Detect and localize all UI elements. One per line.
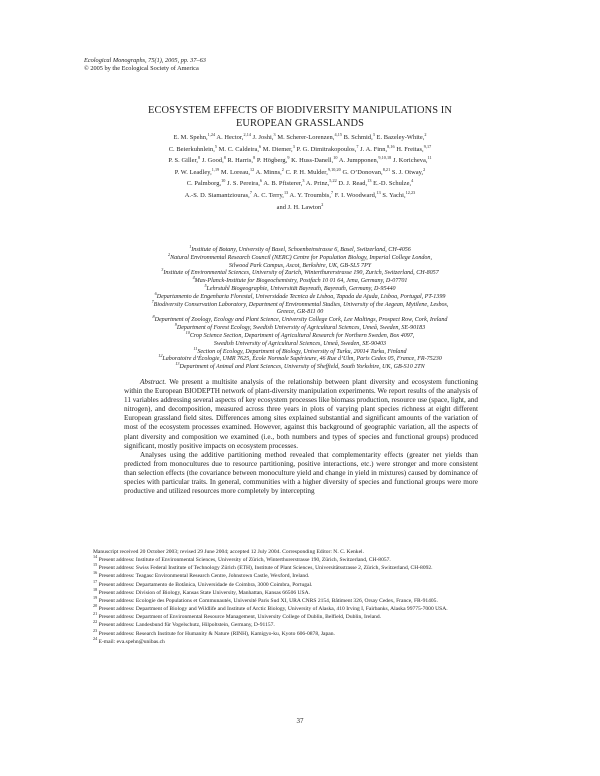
affiliation-line: $^5$Lehrstuhl Biogeographie, Universität Bayreuth, Bayreuth, Germany, D-95440 — [204, 283, 396, 293]
footnote: Manuscript received 20 October 2003; revised 29 June 2004; accepted 12 July 2004. Corresponding Editor: N. C. Kenkel. — [93, 549, 364, 555]
footnote: $^{17}$ Present address: Departamento de Botânica, Universidade de Coimbra, 3000 Coimbra, Portugal. — [93, 578, 313, 588]
footnote: $^{24}$ E-mail: eva.spehn@unibas.ch — [93, 635, 165, 645]
copyright-line: © 2005 by the Ecological Society of America — [84, 64, 199, 72]
footnote: $^{16}$ Present address: Teagasc Environmental Research Centre, Johnstown Castle, Wexford, Ireland. — [93, 570, 310, 580]
author-line: C. Palmborg,$^{10}$ J. S. Pereira,$^6$ A. B. Pfisterer,$^3$ A. Prinz,$^{5,22}$ D. J. Read,$^{13}$ E.-D. Schulze,$^4$ — [186, 178, 414, 188]
page-number: 37 — [296, 717, 304, 725]
affiliations — [84, 244, 516, 372]
journal-citation: Ecological Monographs, 75(1), 2005, pp. 37–63 — [84, 57, 206, 64]
affiliation-line: Greece, GR-811 00 — [276, 309, 324, 316]
author-line: C. Beierkuhnlein,$^5$ M. C. Caldeira,$^6$ M. Diemer,$^3$ P. G. Dimitrakopoulos,$^7$ J. A. Finn,$^{8,16}$ H. Freitas,$^{9,17}$ — [168, 143, 432, 153]
footnote: $^{19}$ Present address: Ecologie des Populations et Communautés, Université Paris Sud XI, URA CNRS 2154, Bâtiment 326, Orsay Cedex, France, FR-91405. — [93, 595, 438, 604]
author-line: P. S. Giller,$^8$ J. Good,$^8$ R. Harris,$^8$ P. Högberg,$^9$ K. Huss-Danell,$^{10}$ A. Jumpponen,$^{9,10,18}$ J. Koricheva,$^{11}$ — [168, 155, 432, 165]
affiliation-line: $^2$Natural Environmental Research Council (NERC) Centre for Population Biology, Imperial College London, — [168, 251, 432, 261]
footnote: $^{22}$ Present address: Landesbund für Vogelschutz, Hilpoltstein, Germany, D-91157. — [93, 619, 275, 629]
footnote: $^{14}$ Present address: Institute of Environmental Sciences, University of Zürich, Winterthurerstrasse 190, Zürich, Switzerland, CH-8057. — [93, 554, 391, 564]
title-line: EUROPEAN GRASSLANDS — [235, 118, 365, 129]
abstract-label: Abstract. — [140, 378, 167, 386]
abstract-paragraph: Analyses using the additive partitioning method revealed that complementarity effects (greater net yields than predicted from monocultures due to resource partitioning, positive interactions, etc.) were stronger and more consistent than selection effects (the covariance between monoculture yield and change in yield in mixtures) caused by dominance of species with particular traits. In general, communities with a higher diversity of species and functional groups were more productive and utilized resources more completely by intercepting — [124, 450, 478, 496]
title-line: ECOSYSTEM EFFECTS OF BIODIVERSITY MANIPULATIONS IN — [148, 105, 452, 116]
affiliation-line: $^{11}$Section of Ecology, Department of Biology, University of Turku, 20014 Turku, Finland — [193, 345, 407, 355]
affiliation-line: $^3$Institute of Environmental Sciences, University of Zurich, Winterthurerstrasse 190, Zurich, Switzerland, CH-8057 — [161, 267, 439, 277]
journal-header — [84, 57, 206, 72]
affiliation-line: $^{13}$Department of Animal and Plant Sciences, University of Sheffield, South Yorkshire, UK, GB-S10 2TN — [175, 361, 425, 371]
footnote: $^{15}$ Present address: Swiss Federal Institute of Technology Zürich (ETH), Institute of Plant Sciences, Universitätsstrasse 2, Zürich, Switzerland, CH-8092. — [93, 562, 433, 572]
affiliation-line: $^8$Department of Zoology, Ecology and Plant Science, University College Cork, Lee Maltings, Prospect Row, Cork, Ireland — [152, 314, 448, 324]
affiliation-line: $^{10}$Crop Science Section, Department of Agricultural Research for Northern Sweden, Box 4097, — [185, 329, 415, 339]
abstract-paragraph — [124, 378, 478, 451]
footnote: $^{21}$ Present address: Department of Environmental Resource Management, University College of Dublin, Belfield, Dublin, Ireland. — [93, 611, 382, 621]
author-list — [84, 132, 516, 213]
footnote: $^{18}$ Present address: Division of Biology, Kansas State University, Manhattan, Kansas 66506 USA. — [93, 586, 310, 596]
author-line: and J. H. Lawton$^2$ — [276, 201, 324, 211]
abstract-text: We present a multisite analysis of the relationship between plant diversity and ecosystem functioning within the European BIODEPTH network of plant-diversity manipulation experiments. We report results of the analysis of 11 variables addressing several aspects of key ecosystem processes like biomass production, resource use (space, light, and nitrogen), and decomposition, measured across three years in plots of varying plant species richness at eight different European grassland field sites. Differences among sites explained substantial and significant amounts of the variation of most of the ecosystem processes examined. However, against this background of geographic variation, all the aspects of plant diversity and composition we examined (i.e., both numbers and types of species and functional groups) produced significant, mostly positive impacts on ecosystem processes. — [124, 378, 479, 450]
abstract — [124, 378, 478, 496]
footnote: $^{23}$ Present address: Research Institute for Humanity & Nature (RINH), Kamigyo-ku, Kyoto 606-0878, Japan. — [93, 627, 335, 637]
affiliation-line: $^1$Institute of Botany, University of Basel, Schoenbeinstrasse 6, Basel, Switzerland, CH-4056 — [189, 244, 411, 254]
footnote: $^{20}$ Present address: Department of Biology and Wildlife and Institute of Arctic Biology, University of Alaska, 410 Irving I, Fairbanks, Alaska 99775-7000 USA. — [93, 603, 448, 613]
author-line: E. M. Spehn,$^{1,24}$ A. Hector,$^{2,14}$ J. Joshi,$^3$ M. Scherer-Lorenzen,$^{4,15}$ B. Schmid,$^3$ E. Bazeley-White,$^2$ — [173, 131, 427, 141]
affiliation-line: Silwood Park Campus, Ascot, Berkshire, UK, GB-SL5 7PY — [228, 262, 372, 269]
affiliation-line: $^7$Biodiversity Conservation Laboratory, Department of Environmental Studies, University of the Aegean, Mytilene, Lesbos, — [151, 298, 449, 308]
paper-title — [84, 104, 516, 130]
affiliation-line: $^{12}$Laboratoire d’Écologie, UMR 7625, École Normale Supérieure, 46 Rue d’Ulm, Paris Cedex 05, France, FR-75230 — [158, 353, 442, 363]
affiliation-line: $^4$Max-Planck-Institute for Biogeochemistry, Postfach 10 01 64, Jena, Germany, D-07701 — [192, 275, 408, 285]
author-line: A.-S. D. Siamantziouras,$^7$ A. C. Terry,$^{13}$ A. Y. Troumbis,$^7$ F. I. Woodward,$^{13}$ S. Yachi,$^{12,23}$ — [184, 189, 416, 199]
author-line: P. W. Leadley,$^{1,19}$ M. Loreau,$^{12}$ A. Minns,$^2$ C. P. H. Mulder,$^{9,10,20}$ G. O’Donovan,$^{8,21}$ S. J. Otway,$^2$ — [174, 166, 426, 176]
affiliation-line: $^6$Departamento de Engenharia Florestal, Universidade Tecnica de Lisboa, Tapada da Ajuda, Lisboa, Portugal, PT-1399 — [154, 290, 446, 300]
affiliation-line: Swedish University of Agricultural Sciences, Umeå, Sweden, SE-90403 — [213, 340, 387, 347]
footnotes — [84, 548, 516, 646]
affiliation-line: $^9$Department of Forest Ecology, Swedish University of Agricultural Sciences, Umeå, Sweden, SE-90183 — [174, 322, 426, 332]
